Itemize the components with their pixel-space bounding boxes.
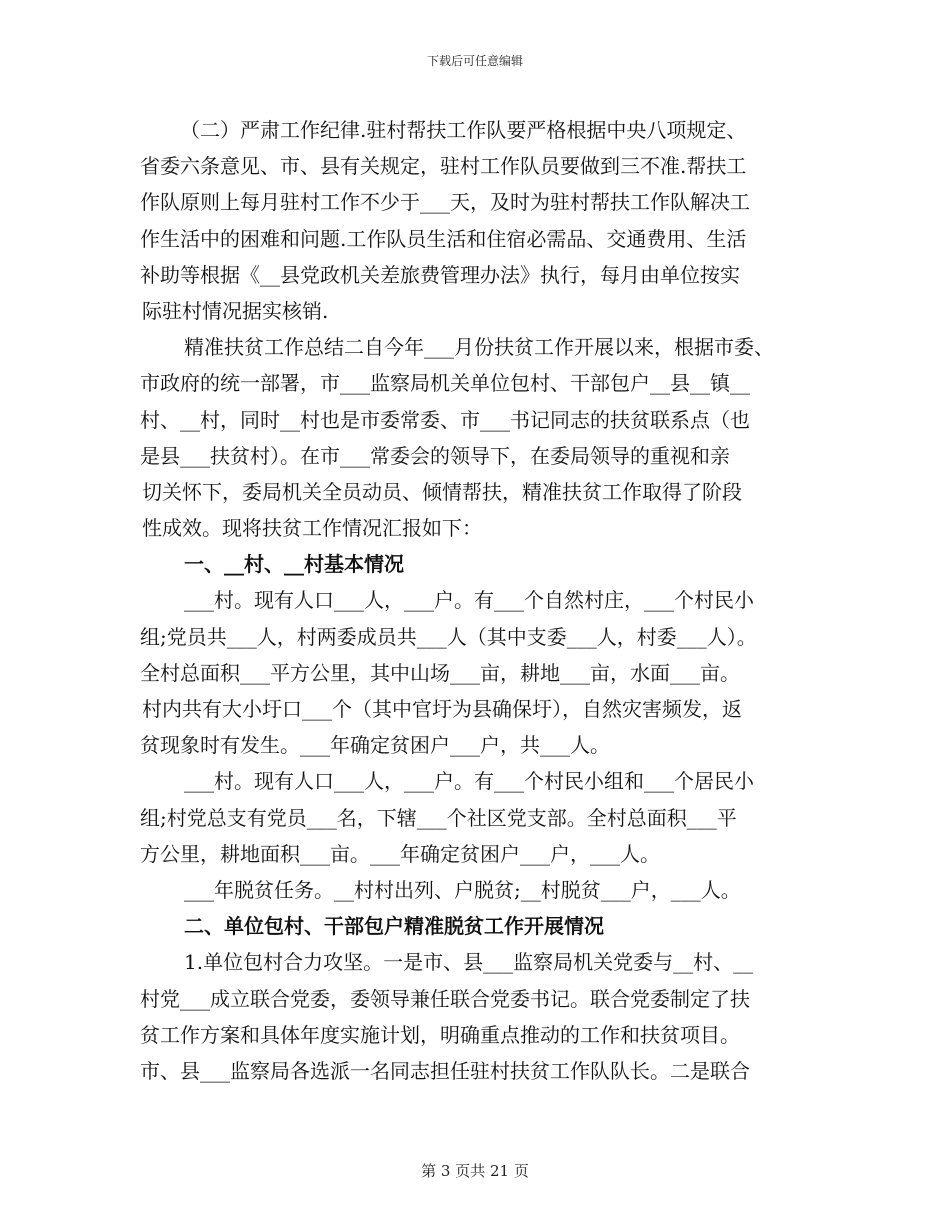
page-header: 下载后可任意编辑 <box>426 54 523 68</box>
paragraph-line: ___年脱贫任务。__村村出列、户脱贫;__村脱贫___户，___人。 <box>184 877 741 902</box>
paragraph-line: 1.单位包村合力攻坚。一是市、县___监察局机关党委与__村、__ <box>184 950 754 975</box>
paragraph-line: （二）严肃工作纪律.驻村帮扶工作队要严格根据中央八项规定、 <box>180 118 747 142</box>
paragraph-line: 市政府的统一部署，市___监察局机关单位包村、干部包户__县__镇__ <box>140 371 750 396</box>
section-heading-1: 一、__村、__村基本情况 <box>184 552 404 577</box>
document-body <box>140 112 820 1089</box>
paragraph-line: 方公里，耕地面积___亩。___年确定贫困户___户，___人。 <box>140 841 660 866</box>
paragraph-line: 组;党员共___人，村两委成员共___人（其中支委___人，村委___人）。 <box>140 624 757 649</box>
paragraph-line: 切关怀下，委局机关全员动员、倾情帮扶，精准扶贫工作取得了阶段 <box>142 479 742 504</box>
section-heading-2: 二、单位包村、干部包户精准脱贫工作开展情况 <box>184 914 604 939</box>
paragraph-line: 性成效。现将扶贫工作情况汇报如下： <box>142 516 482 541</box>
paragraph-line: 组;村党总支有党员___名，下辖___个社区党支部。全村总面积___平 <box>140 805 737 830</box>
paragraph-line: 村党___成立联合党委，委领导兼任联合党委书记。联合党委制定了扶 <box>140 986 750 1011</box>
paragraph-line: 际驻村情况据实核销. <box>142 298 329 323</box>
paragraph-line: 补助等根据《__县党政机关差旅费管理办法》执行，每月由单位按实 <box>140 262 740 287</box>
paragraph-line: 作生活中的困难和问题.工作队员生活和住宿必需品、交通费用、生活 <box>140 226 747 251</box>
paragraph-line: 作队原则上每月驻村工作不少于___天，及时为驻村帮扶工作队解决工 <box>140 190 750 215</box>
paragraph-line: 是县___扶贫村）。在市___常委会的领导下，在委局领导的重视和亲 <box>140 443 730 468</box>
paragraph-line: 精准扶贫工作总结二自今年___月份扶贫工作开展以来，根据市委、 <box>184 335 774 360</box>
paragraph-line: ___村。现有人口___人，___户。有___个自然村庄，___个村民小 <box>184 588 754 613</box>
paragraph-line: 贫现象时有发生。___年确定贫困户___户，共___人。 <box>140 733 610 758</box>
paragraph-line: 省委六条意见、市、县有关规定，驻村工作队员要做到三不准.帮扶工 <box>140 154 747 179</box>
page-footer: 第 3 页共 21 页 <box>421 1162 529 1180</box>
paragraph-line: 村内共有大小圩口___个（其中官圩为县确保圩），自然灾害频发，返 <box>142 697 742 721</box>
paragraph-line: 村、__村，同时__村也是市委常委、市___书记同志的扶贫联系点（也 <box>140 407 750 432</box>
paragraph-line: 全村总面积___平方公里，其中山场___亩，耕地___亩，水面___亩。 <box>140 660 740 685</box>
paragraph-line: 市、县___监察局各选派一名同志担任驻村扶贫工作队队长。二是联合 <box>140 1058 750 1083</box>
paragraph-line: 贫工作方案和具体年度实施计划，明确重点推动的工作和扶贫项目。 <box>140 1022 740 1047</box>
paragraph-line: ___村。现有人口___人，___户。有___个村民小组和___个居民小 <box>184 769 754 794</box>
